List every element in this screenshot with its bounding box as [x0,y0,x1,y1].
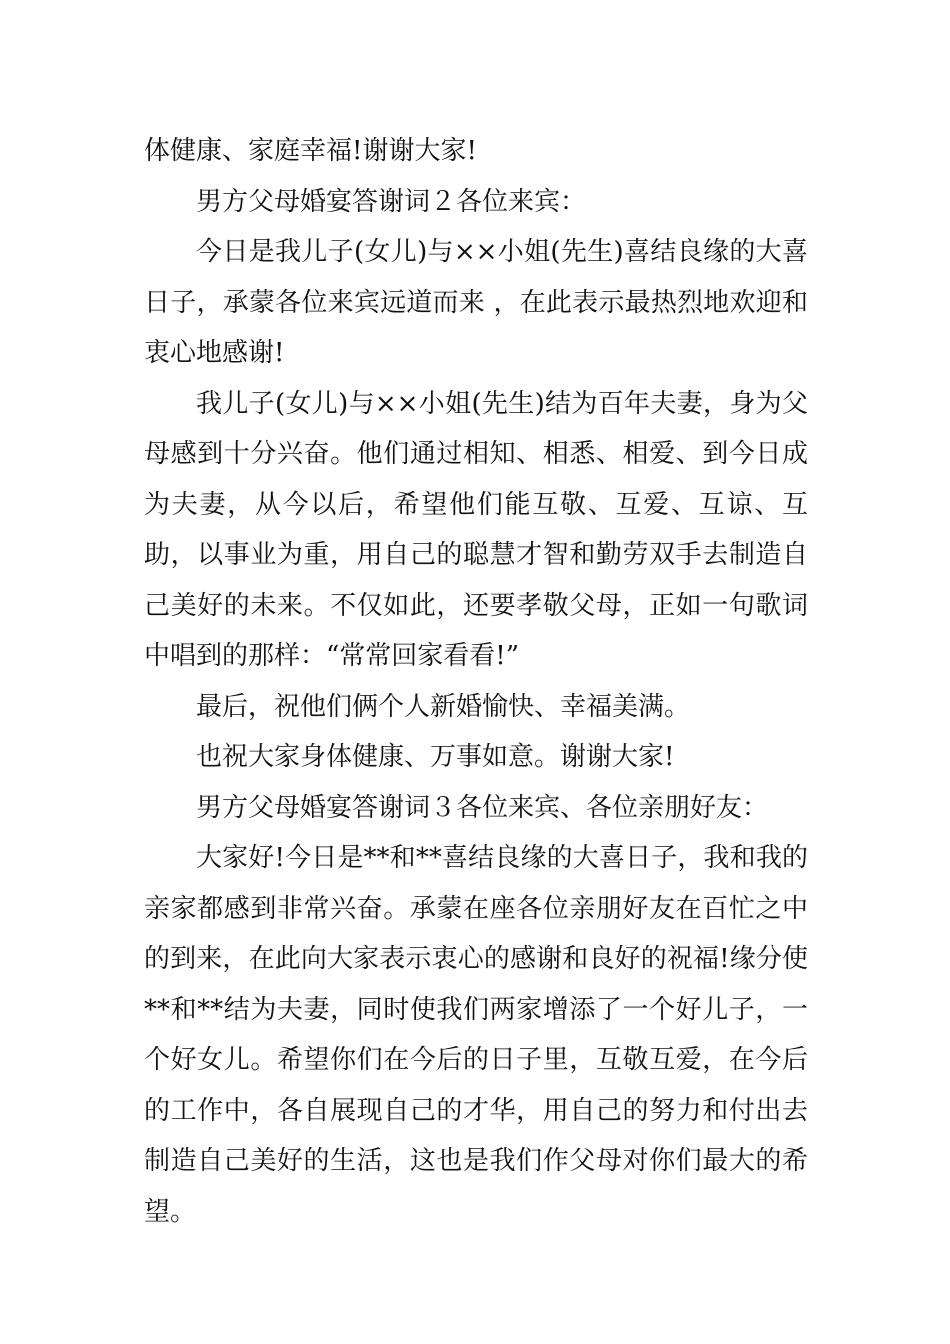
paragraph: 最后，祝他们俩个人新婚愉快、幸福美满。 [196,691,691,722]
paragraph: 大家好!今日是**和**喜结良缘的大喜日子，我和我的亲家都感到非常兴奋。承蒙在座各位亲朋好友在百忙之中的到来，在此向大家表示衷心的感谢和良好的祝福!缘分使**和**结为夫妻，同时使我们两家增添了一个好儿子，一个好女儿。希望你们在今后的日子里，互敬互爱，在今后的工作中，各自展现自己的才华，用自己的努力和付出去制造自己美好的生活，这也是我们作父母对你们最大的希望。 [144,843,808,1227]
paragraph-continuation: 体健康、家庭幸福!谢谢大家! [144,136,477,166]
paragraph: 也祝大家身体健康、万事如意。谢谢大家! [196,742,675,772]
paragraph: 我儿子(女儿)与××小姐(先生)结为百年夫妻，身为父母感到十分兴奋。他们通过相知、相悉、相爱、到今日成为夫妻，从今以后，希望他们能互敬、互爱、互谅、互助，以事业为重，用自己的聪慧才智和勤劳双手去制造自己美好的未来。不仅如此，还要孝敬父母，正如一句歌词中唱到的那样：“常常回家看看!” [144,388,808,671]
document-body [144,126,808,1237]
paragraph-heading-3: 男方父母婚宴答谢词３各位来宾、各位亲朋好友： [196,792,769,823]
paragraph: 今日是我儿子(女儿)与××小姐(先生)喜结良缘的大喜日子，承蒙各位来宾远道而来 ，在此表示最热烈地欢迎和衷心地感谢! [144,237,808,368]
paragraph-heading-2: 男方父母婚宴答谢词２各位来宾： [196,186,587,217]
